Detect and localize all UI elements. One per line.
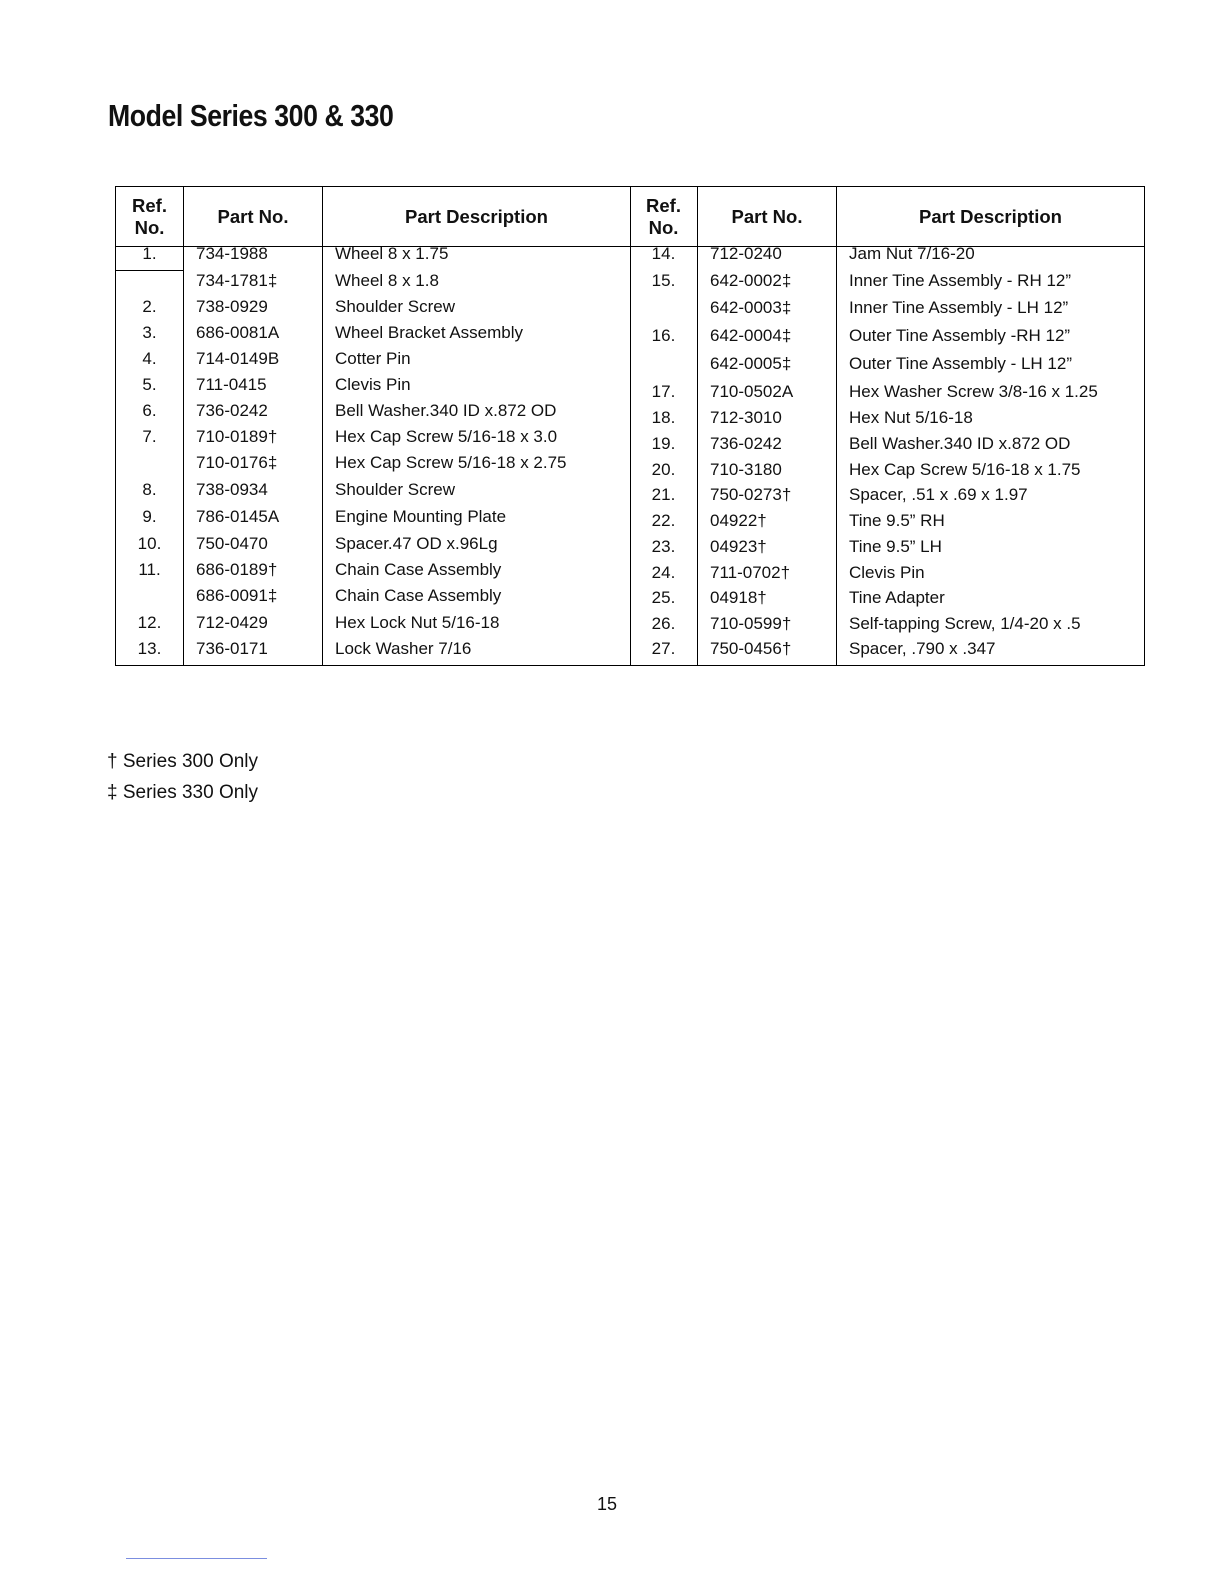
ref-no-cell: 22. [651,511,676,530]
part-no-cell: 686-0091‡ [196,586,278,605]
part-no-cell: 736-0242 [710,434,782,453]
ref-no-cell: 16. [651,326,676,345]
part-description-cell: Spacer.47 OD x.96Lg [335,534,498,553]
part-no-cell: 711-0702† [710,563,791,582]
header-ref-no: Ref. No. [630,187,697,247]
ref-no-cell: 2. [142,297,157,316]
part-description-cell: Chain Case Assembly [335,586,502,605]
part-no-cell: 736-0171 [196,639,268,658]
part-description-cell: Wheel Bracket Assembly [335,323,524,342]
part-description-cell: Self-tapping Screw, 1/4-20 x .5 [849,614,1081,633]
part-description-cell: Tine Adapter [849,588,945,607]
part-description-cell: Inner Tine Assembly - RH 12” [849,271,1072,290]
part-description-cell: Hex Washer Screw 3/8-16 x 1.25 [849,382,1098,401]
ref-no-cell: 13. [137,639,162,658]
ref-no-cell: 10. [137,534,162,553]
part-description-cell: Spacer, .51 x .69 x 1.97 [849,485,1028,504]
part-no-cell: 786-0145A [196,507,280,526]
footnote-series-330: ‡ Series 330 Only [107,782,259,803]
ref-no-cell: 23. [651,537,676,556]
part-description-cell: Spacer, .790 x .347 [849,639,996,658]
part-no-cell: 642-0002‡ [710,271,792,290]
part-description-cell: Cotter Pin [335,349,411,368]
part-no-cell: 686-0081A [196,323,280,342]
column-divider [183,187,184,665]
part-description-cell: Shoulder Screw [335,297,456,316]
page-number: 15 [596,1494,618,1514]
part-no-cell: 710-0599† [710,614,792,633]
ref-no-cell: 19. [651,434,676,453]
part-no-cell: 711-0415 [196,375,267,394]
ref-no-cell: 24. [651,563,676,582]
parts-table-right-half [630,187,1144,665]
page-title: Model Series 300 & 330 [108,98,394,133]
part-description-cell: Clevis Pin [849,563,925,582]
column-divider [836,187,837,665]
ref-row-underline [116,270,183,271]
header-ref-no: Ref. No. [116,187,183,247]
column-divider [322,187,323,665]
part-no-cell: 734-1988 [196,244,268,263]
part-description-cell: Inner Tine Assembly - LH 12” [849,298,1069,317]
ref-no-cell: 17. [651,382,676,401]
column-divider [697,187,698,665]
table-center-divider [630,187,631,665]
part-no-cell: 642-0005‡ [710,354,792,373]
part-description-cell: Wheel 8 x 1.8 [335,271,439,290]
part-no-cell: 710-0189† [196,427,278,446]
ref-no-cell: 26. [651,614,676,633]
part-no-cell: 04922† [710,511,767,530]
ref-no-cell: 6. [142,401,157,420]
part-no-cell: 714-0149B [196,349,280,368]
ref-no-cell: 21. [651,485,676,504]
part-description-cell: Bell Washer.340 ID x.872 OD [849,434,1071,453]
part-description-cell: Hex Cap Screw 5/16-18 x 3.0 [335,427,558,446]
ref-no-cell: 3. [142,323,157,342]
part-no-cell: 710-0176‡ [196,453,278,472]
part-no-cell: 642-0003‡ [710,298,792,317]
part-description-cell: Outer Tine Assembly - LH 12” [849,354,1072,373]
ref-no-cell: 25. [651,588,676,607]
part-no-cell: 710-3180 [710,460,782,479]
ref-no-cell: 1. [142,244,157,263]
parts-table [115,186,1145,666]
header-part-no: Part No. [184,187,322,247]
header-part-no: Part No. [698,187,836,247]
part-description-cell: Hex Cap Screw 5/16-18 x 1.75 [849,460,1081,479]
ref-no-cell: 5. [142,375,157,394]
part-no-cell: 686-0189† [196,560,278,579]
part-no-cell: 712-0240 [710,244,782,263]
part-description-cell: Lock Washer 7/16 [335,639,472,658]
part-no-cell: 750-0273† [710,485,792,504]
parts-table-left-half [116,187,630,665]
ref-no-cell: 18. [651,408,676,427]
part-no-cell: 04923† [710,537,767,556]
bottom-rule [126,1558,267,1559]
part-no-cell: 04918† [710,588,767,607]
part-description-cell: Tine 9.5” LH [849,537,942,556]
part-description-cell: Chain Case Assembly [335,560,502,579]
part-no-cell: 738-0929 [196,297,268,316]
header-part-description: Part Description [323,187,630,247]
ref-no-cell: 12. [137,613,162,632]
part-no-cell: 736-0242 [196,401,268,420]
ref-no-cell: 27. [651,639,676,658]
part-description-cell: Outer Tine Assembly -RH 12” [849,326,1071,345]
part-description-cell: Clevis Pin [335,375,411,394]
ref-no-cell: 9. [142,507,157,526]
part-description-cell: Hex Lock Nut 5/16-18 [335,613,500,632]
footnote-series-300: † Series 300 Only [107,751,259,772]
footnotes [107,746,258,808]
ref-no-cell: 7. [142,427,157,446]
part-description-cell: Tine 9.5” RH [849,511,945,530]
part-description-cell: Shoulder Screw [335,480,456,499]
part-description-cell: Jam Nut 7/16-20 [849,244,975,263]
part-no-cell: 738-0934 [196,480,268,499]
part-description-cell: Hex Nut 5/16-18 [849,408,973,427]
part-no-cell: 710-0502A [710,382,794,401]
part-no-cell: 750-0456† [710,639,792,658]
part-no-cell: 712-3010 [710,408,782,427]
ref-no-cell: 20. [651,460,676,479]
header-part-description: Part Description [837,187,1144,247]
part-no-cell: 734-1781‡ [196,271,278,290]
ref-no-cell: 8. [142,480,157,499]
ref-no-cell: 15. [651,271,676,290]
part-no-cell: 642-0004‡ [710,326,792,345]
part-description-cell: Hex Cap Screw 5/16-18 x 2.75 [335,453,567,472]
part-description-cell: Engine Mounting Plate [335,507,507,526]
part-description-cell: Wheel 8 x 1.75 [335,244,449,263]
part-no-cell: 750-0470 [196,534,268,553]
part-no-cell: 712-0429 [196,613,268,632]
ref-no-cell: 14. [651,244,676,263]
ref-no-cell: 11. [138,560,161,579]
part-description-cell: Bell Washer.340 ID x.872 OD [335,401,557,420]
ref-no-cell: 4. [142,349,157,368]
